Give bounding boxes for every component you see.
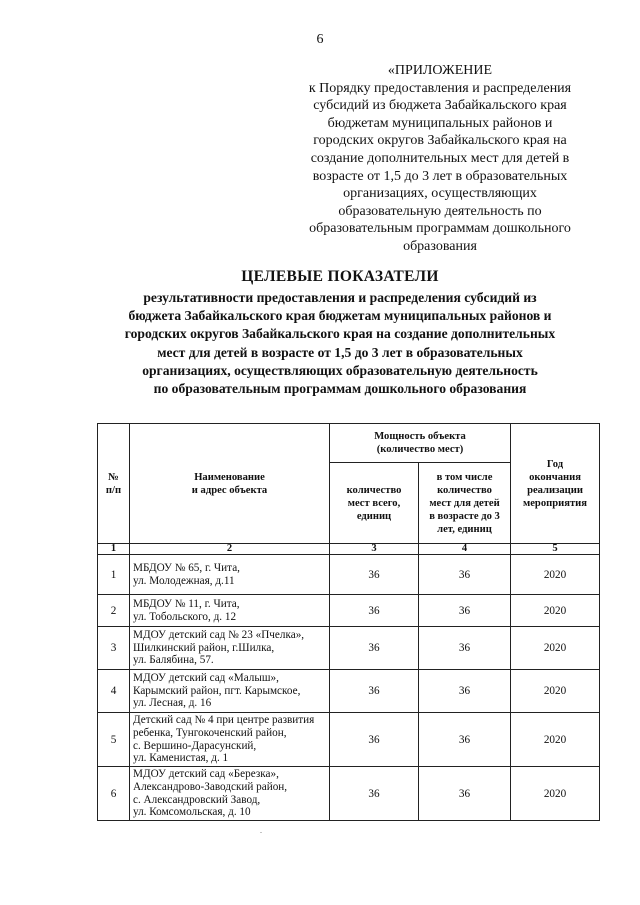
table-row: [98, 555, 600, 595]
cell-under3: 36: [419, 670, 511, 713]
cell-total: 36: [330, 595, 419, 627]
cell-total: 36: [330, 670, 419, 713]
object-name-address: [130, 555, 330, 595]
row-number: 2: [98, 595, 130, 627]
cell-under3: 36: [419, 595, 511, 627]
row-number: 1: [98, 555, 130, 595]
cell-under3: 36: [419, 713, 511, 767]
cell-year: 2020: [511, 595, 600, 627]
cell-total: 36: [330, 713, 419, 767]
appendix-line: образовательную деятельность по: [338, 203, 542, 219]
object-name-line: Шилкинский район, г.Шилка,: [133, 641, 275, 654]
row-number: 6: [98, 767, 130, 821]
object-name-line: Детский сад № 4 при центре развития: [133, 714, 315, 727]
table-row: [98, 627, 600, 670]
cell-total: 36: [330, 627, 419, 670]
appendix-header: [290, 62, 590, 256]
object-name-line: МДОУ детский сад «Малыш»,: [133, 672, 279, 685]
column-number: 4: [419, 544, 511, 555]
header-under3-text: в том числе количество мест для детей в возрасте до 3 лет, единиц: [429, 471, 500, 535]
cell-under3: 36: [419, 627, 511, 670]
column-number: 2: [130, 544, 330, 555]
header-num: [98, 424, 130, 544]
header-capacity: [330, 424, 511, 463]
appendix-line: к Порядку предоставления и распределения: [308, 80, 572, 96]
header-capacity-text: Мощность объекта (количество мест): [374, 431, 466, 455]
row-number: 3: [98, 627, 130, 670]
table-row: [98, 713, 600, 767]
column-number-row: [98, 544, 600, 555]
subtitle-line: организациях, осуществляющих образовательную деятельность: [142, 362, 538, 378]
cell-year: 2020: [511, 767, 600, 821]
object-name-line: ул. Лесная, д. 16: [133, 697, 212, 710]
appendix-line: создание дополнительных мест для детей в: [310, 150, 570, 166]
subtitle-line: мест для детей в возрасте от 1,5 до 3 лет в образовательных: [157, 344, 523, 360]
object-name-address: [130, 627, 330, 670]
object-name-address: [130, 670, 330, 713]
appendix-line: образовательным программам дошкольного: [309, 221, 571, 237]
header-total: [330, 463, 419, 544]
cell-year: 2020: [511, 713, 600, 767]
document-subtitle: [95, 289, 585, 398]
object-name-line: ул. Молодежная, д.11: [133, 574, 235, 587]
targets-table: [97, 423, 600, 821]
object-name-line: МБДОУ № 65, г. Чита,: [133, 561, 240, 574]
targets-table-body: [98, 544, 600, 821]
cell-under3: 36: [419, 555, 511, 595]
cell-year: 2020: [511, 670, 600, 713]
column-number: 3: [330, 544, 419, 555]
cell-under3: 36: [419, 767, 511, 821]
object-name-line: ул. Балябина, 57.: [133, 654, 214, 667]
object-name-line: ул. Тобольского, д. 12: [133, 610, 237, 623]
object-name-line: ул. Комсомольская, д. 10: [133, 806, 251, 819]
subtitle-line: по образовательным программам дошкольного образования: [153, 381, 527, 397]
cell-year: 2020: [511, 555, 600, 595]
table-row: [98, 767, 600, 821]
appendix-line: бюджетам муниципальных районов и: [327, 115, 553, 131]
table-row: [98, 670, 600, 713]
appendix-line: городских округов Забайкальского края на: [313, 133, 567, 149]
cell-year: 2020: [511, 627, 600, 670]
object-name-line: Александрово-Заводский район,: [133, 780, 288, 793]
header-year: [511, 424, 600, 544]
object-name-line: с. Александровский Завод,: [133, 793, 261, 806]
row-number: 4: [98, 670, 130, 713]
header-under3: [419, 463, 511, 544]
object-name-line: МДОУ детский сад № 23 «Пчелка»,: [133, 629, 305, 642]
header-total-text: количество мест всего, единиц: [346, 484, 402, 522]
scan-artifact: .: [260, 826, 262, 835]
appendix-line: субсидий из бюджета Забайкальского края: [313, 98, 567, 114]
appendix-line: организациях, осуществляющих: [343, 186, 537, 202]
table-row: [98, 595, 600, 627]
cell-total: 36: [330, 555, 419, 595]
appendix-line: возрасте от 1,5 до 3 лет в образовательных: [312, 168, 568, 184]
appendix-line: «ПРИЛОЖЕНИЕ: [387, 63, 493, 78]
document-title: ЦЕЛЕВЫЕ ПОКАЗАТЕЛИ: [241, 268, 439, 285]
header-year-text: Год окончания реализации мероприятия: [523, 458, 587, 509]
object-name-line: с. Вершино-Дарасунский,: [133, 739, 257, 752]
document-title-block: [95, 268, 585, 398]
subtitle-line: результативности предоставления и распределения субсидий из: [143, 290, 537, 305]
object-name-line: Карымский район, пгт. Карымское,: [133, 684, 301, 697]
cell-total: 36: [330, 767, 419, 821]
page-number: 6: [316, 32, 324, 47]
object-name-address: [130, 595, 330, 627]
object-name-line: МБДОУ № 11, г. Чита,: [133, 597, 240, 610]
object-name-address: [130, 713, 330, 767]
appendix-line: образования: [403, 238, 477, 254]
header-name: [130, 424, 330, 544]
subtitle-line: бюджета Забайкальского края бюджетам муниципальных районов и: [128, 308, 552, 324]
header-num-text: № п/п: [105, 471, 122, 496]
object-name-line: ребенка, Тунгокоченский район,: [133, 726, 287, 739]
object-name-address: [130, 767, 330, 821]
column-number: 5: [511, 544, 600, 555]
header-name-text: Наименование и адрес объекта: [191, 471, 268, 496]
object-name-line: ул. Каменистая, д. 1: [133, 752, 229, 765]
row-number: 5: [98, 713, 130, 767]
column-number: 1: [98, 544, 130, 555]
object-name-line: МДОУ детский сад «Березка»,: [133, 768, 279, 781]
subtitle-line: городских округов Забайкальского края на создание дополнительных: [124, 326, 556, 342]
